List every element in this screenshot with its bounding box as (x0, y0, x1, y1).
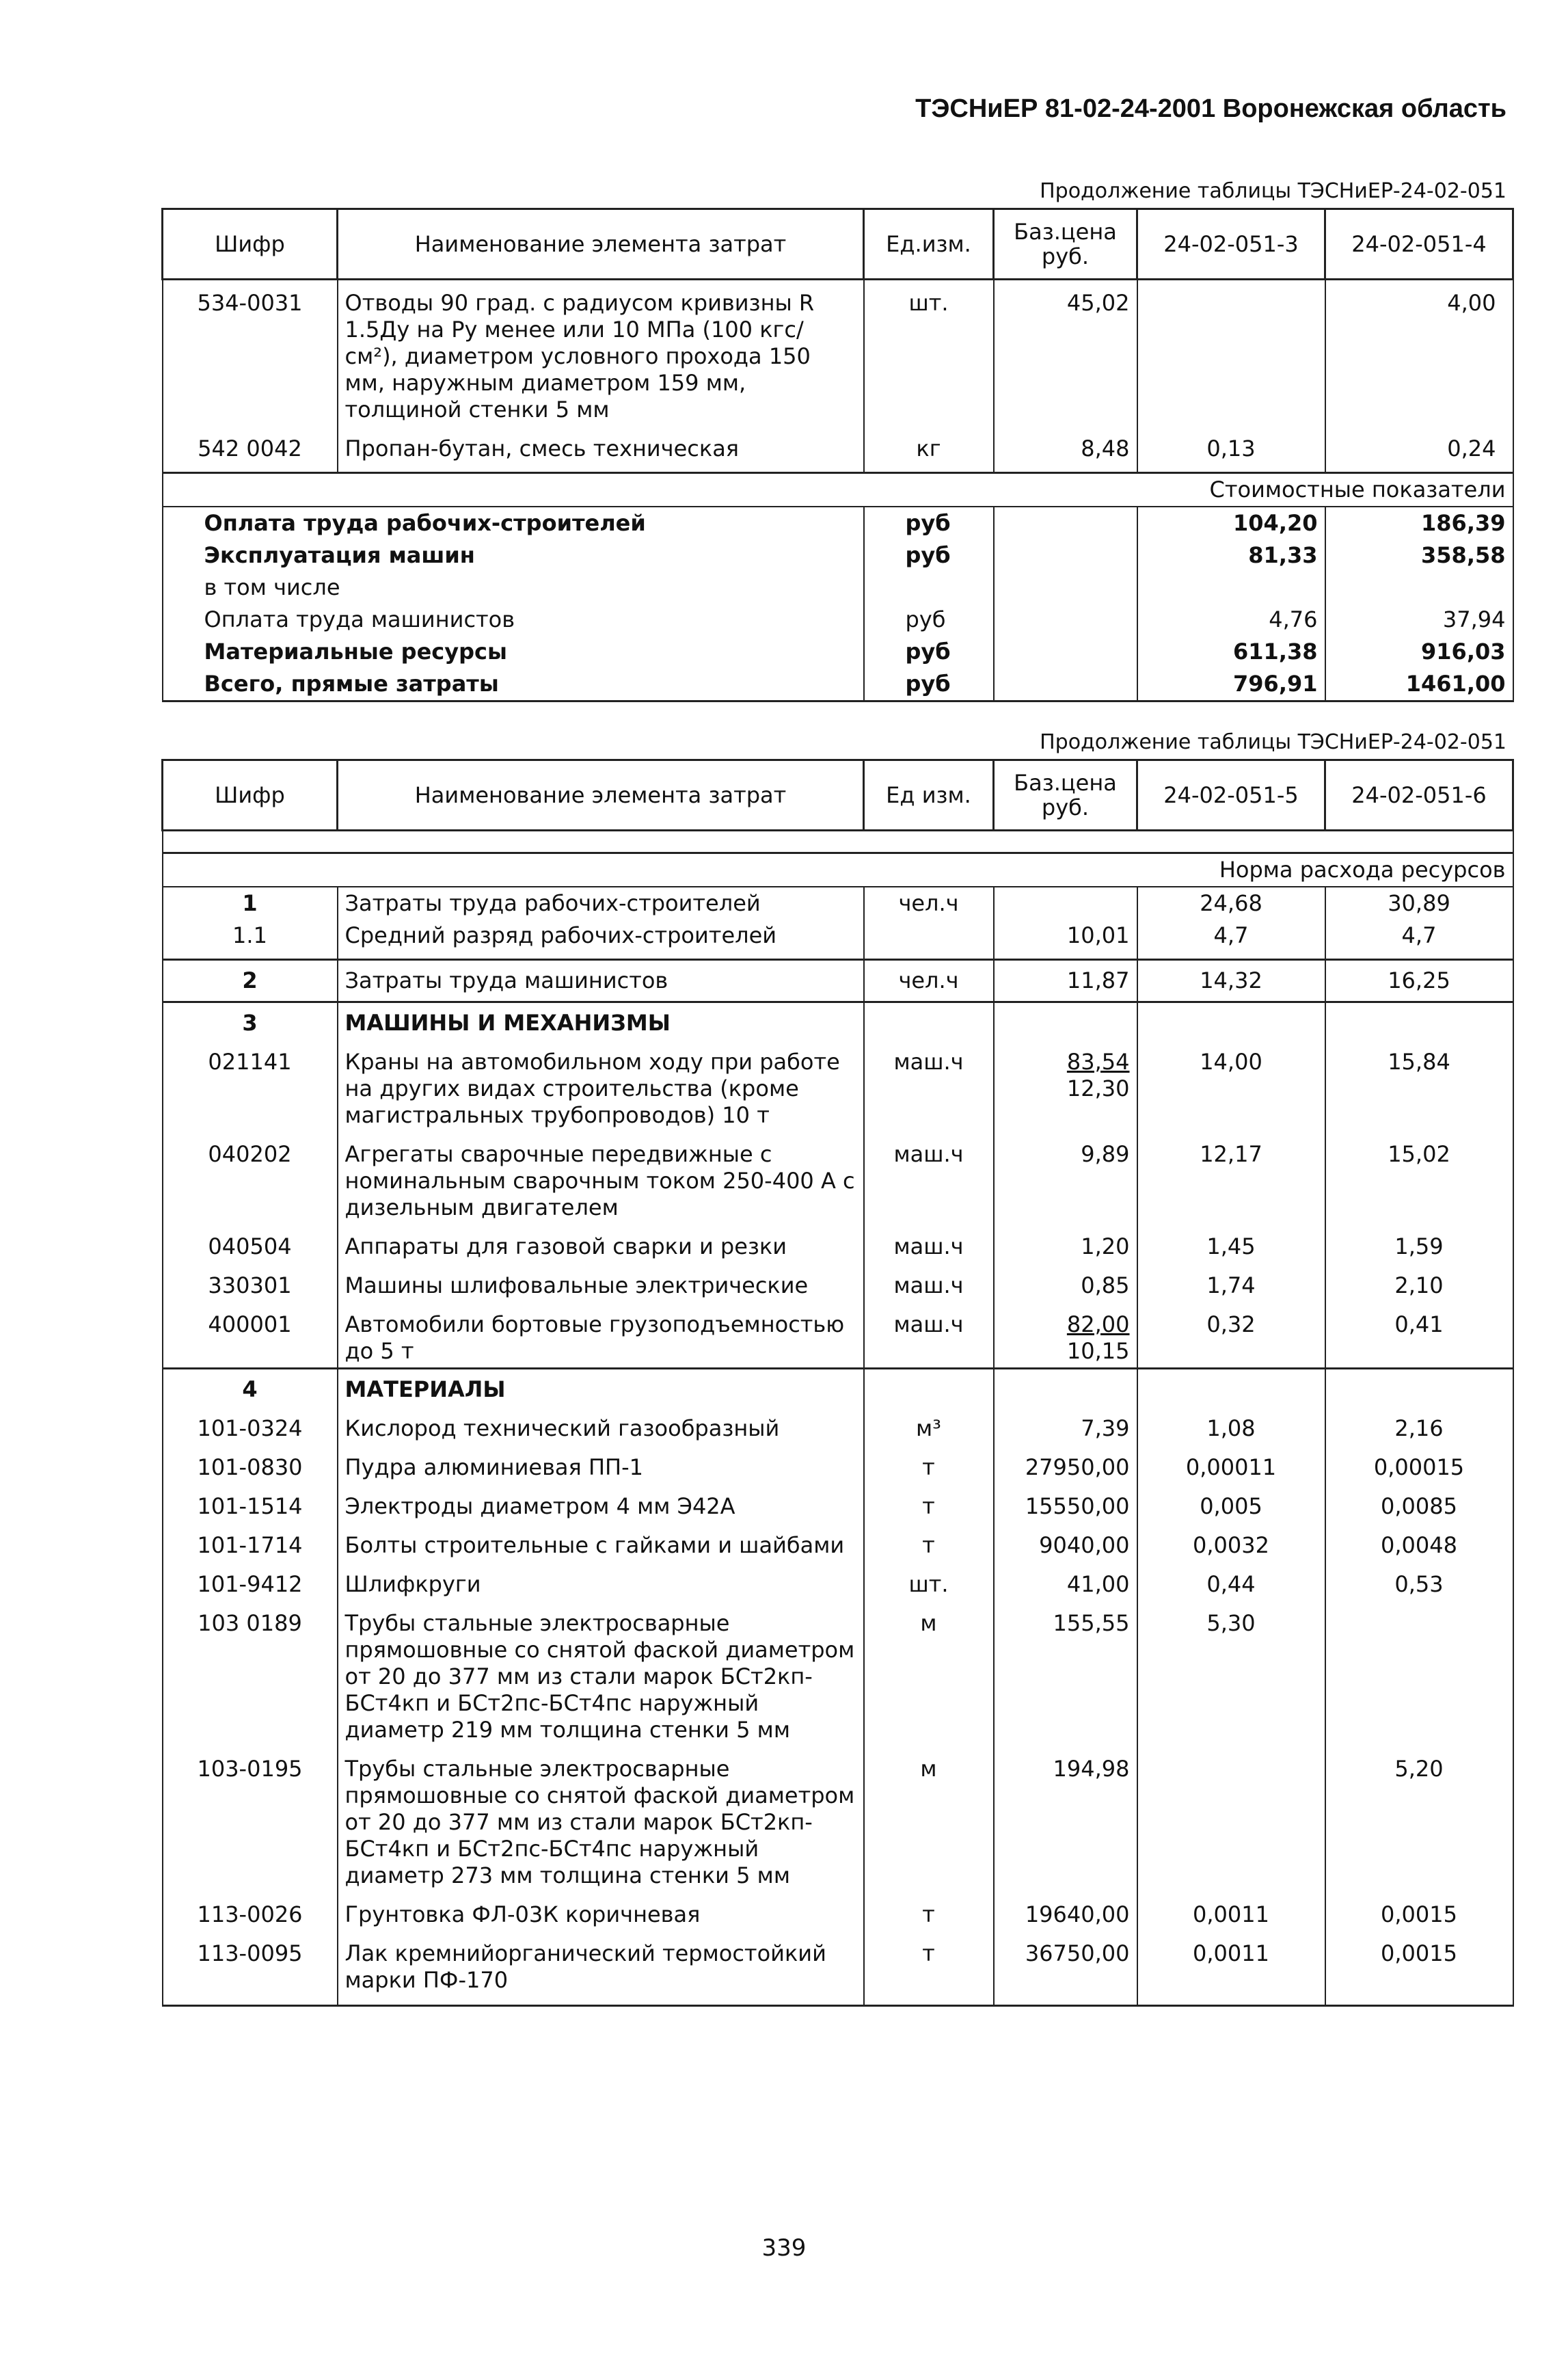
summary-value-2: 186,39 (1325, 507, 1513, 539)
cell-price (994, 1039, 1137, 1132)
cell-value-1: 0,44 (1137, 1562, 1325, 1601)
summary-value-2: 1461,00 (1325, 668, 1513, 701)
cell-name: Лак кремнийорганический термостойкий марки ПФ-170 (338, 1931, 864, 2006)
summary-value-1: 104,20 (1137, 507, 1325, 539)
cell-value-1: 1,45 (1137, 1224, 1325, 1263)
cell-value-2: 4,00 (1325, 280, 1513, 427)
cell-value-2: 15,02 (1325, 1132, 1513, 1224)
summary-value-2: 37,94 (1325, 604, 1513, 636)
cell-name: Краны на автомобильном ходу при работе на других видах строительства (кроме магистральных трубопроводов) 10 т (338, 1039, 864, 1132)
summary-row (163, 668, 1513, 701)
summary-unit: руб (864, 507, 994, 539)
cell-name: Грунтовка ФЛ-03К коричневая (338, 1892, 864, 1931)
cell-value-2: 2,16 (1325, 1406, 1513, 1445)
cell-name: Пудра алюминиевая ПП-1 (338, 1445, 864, 1484)
table-row (163, 1406, 1513, 1445)
cell-price (994, 887, 1137, 920)
summary-value-2: 916,03 (1325, 636, 1513, 668)
cell-name: Отводы 90 град. с радиусом кривизны R 1.5Ду на Ру менее или 10 МПа (100 кгс/см²), диаметром условного прохода 150 мм, наружным диаметром 159 мм, толщиной стенки 5 мм (338, 280, 864, 427)
summary-unit: руб (864, 604, 994, 636)
cell-value-1: 4,7 (1137, 920, 1325, 960)
cell-name: Кислород технический газообразный (338, 1406, 864, 1445)
summary-name: Материальные ресурсы (163, 636, 864, 668)
cell-name: Болты строительные с гайками и шайбами (338, 1523, 864, 1562)
summary-value-1: 81,33 (1137, 539, 1325, 572)
summary-price (994, 636, 1137, 668)
table-row (163, 280, 1513, 427)
cell-code: 103-0195 (163, 1746, 338, 1892)
summary-price (994, 539, 1137, 572)
cell-code: 101-9412 (163, 1562, 338, 1601)
cell-code: 400001 (163, 1302, 338, 1369)
summary-value-2 (1325, 572, 1513, 604)
table2-caption: Продолжение таблицы ТЭСНиЕР-24-02-051 (1040, 730, 1506, 754)
cell-price: 1,20 (994, 1224, 1137, 1263)
section-title: МАТЕРИАЛЫ (338, 1369, 864, 1406)
col-header-norm-6: 24-02-051-6 (1325, 760, 1513, 831)
cell-price: 9,89 (994, 1132, 1137, 1224)
summary-unit: руб (864, 668, 994, 701)
col-header-norm-4: 24-02-051-4 (1325, 209, 1513, 280)
cell-price: 194,98 (994, 1746, 1137, 1892)
cell-value-2: 15,84 (1325, 1039, 1513, 1132)
cell-name: Шлифкруги (338, 1562, 864, 1601)
cell-name: Пропан-бутан, смесь техническая (338, 426, 864, 473)
cell-value-2: 2,10 (1325, 1263, 1513, 1302)
cell-value-1 (1137, 280, 1325, 427)
cell-unit: маш.ч (864, 1263, 994, 1302)
cell-unit: маш.ч (864, 1302, 994, 1369)
col-header-name: Наименование элемента затрат (338, 760, 864, 831)
cell-unit: чел.ч (864, 887, 994, 920)
table1-caption: Продолжение таблицы ТЭСНиЕР-24-02-051 (1040, 179, 1506, 203)
cell-code: 101-1714 (163, 1523, 338, 1562)
col-header-price: Баз.цена руб. (994, 209, 1137, 280)
table-row (163, 1484, 1513, 1523)
cell-name: Агрегаты сварочные передвижные с номинальным сварочным током 250-400 А с дизельным двигателем (338, 1132, 864, 1224)
col-header-name: Наименование элемента затрат (338, 209, 864, 280)
summary-value-2: 358,58 (1325, 539, 1513, 572)
cell-value-2: 0,0015 (1325, 1892, 1513, 1931)
cell-unit: маш.ч (864, 1224, 994, 1263)
cell-value-2: 16,25 (1325, 960, 1513, 1002)
table-row (163, 1445, 1513, 1484)
cell-name: Аппараты для газовой сварки и резки (338, 1224, 864, 1263)
col-header-norm-5: 24-02-051-5 (1137, 760, 1325, 831)
cell-price: 8,48 (994, 426, 1137, 473)
band-label: Стоимостные показатели (163, 473, 1513, 507)
col-header-norm-3: 24-02-051-3 (1137, 209, 1325, 280)
cell-value-2: 0,00015 (1325, 1445, 1513, 1484)
cell-unit: т (864, 1445, 994, 1484)
price-underlined: 83,54 (1066, 1049, 1130, 1075)
cell-value-1: 24,68 (1137, 887, 1325, 920)
summary-unit: руб (864, 636, 994, 668)
cell-value-1: 5,30 (1137, 1601, 1325, 1746)
cell-unit: кг (864, 426, 994, 473)
cell-name: Затраты труда рабочих-строителей (338, 887, 864, 920)
cell-name: Автомобили бортовые грузоподъемностью до 5 т (338, 1302, 864, 1369)
cell-value-2: 0,0048 (1325, 1523, 1513, 1562)
cell-price: 36750,00 (994, 1931, 1137, 2006)
table-row (163, 1523, 1513, 1562)
cell-code: 113-0026 (163, 1892, 338, 1931)
table-row (163, 1892, 1513, 1931)
cell-code: 1 (163, 887, 338, 920)
cell-unit: т (864, 1892, 994, 1931)
cell-code: 021141 (163, 1039, 338, 1132)
cell-value-1: 0,32 (1137, 1302, 1325, 1369)
cell-value-1: 0,00011 (1137, 1445, 1325, 1484)
summary-row (163, 572, 1513, 604)
cell-value-2: 0,0015 (1325, 1931, 1513, 2006)
cell-value-1: 0,13 (1137, 426, 1325, 473)
col-header-code: Шифр (163, 760, 338, 831)
cell-value-2: 4,7 (1325, 920, 1513, 960)
table-row (163, 960, 1513, 1002)
section-header-row (163, 1369, 1513, 1406)
cell-value-1: 1,74 (1137, 1263, 1325, 1302)
cell-code: 113-0095 (163, 1931, 338, 2006)
cell-name: Трубы стальные электросварные прямошовные со снятой фаской диаметром от 20 до 377 мм из стали марок БСт2кп-БСт4кп и БСт2пс-БСт4пс наружный диаметр 273 мм толщина стенки 5 мм (338, 1746, 864, 1892)
summary-unit (864, 572, 994, 604)
col-header-price: Баз.цена руб. (994, 760, 1137, 831)
cell-code: 534-0031 (163, 280, 338, 427)
cell-unit: т (864, 1931, 994, 2006)
cell-value-1: 1,08 (1137, 1406, 1325, 1445)
summary-name: Эксплуатация машин (163, 539, 864, 572)
cell-unit: м (864, 1746, 994, 1892)
cell-name: Затраты труда машинистов (338, 960, 864, 1002)
cell-code: 040504 (163, 1224, 338, 1263)
cell-unit: маш.ч (864, 1039, 994, 1132)
cell-code: 1.1 (163, 920, 338, 960)
section-title: МАШИНЫ И МЕХАНИЗМЫ (338, 1002, 864, 1040)
cell-price: 11,87 (994, 960, 1137, 1002)
cell-price: 9040,00 (994, 1523, 1137, 1562)
summary-value-1: 796,91 (1137, 668, 1325, 701)
col-header-unit: Ед.изм. (864, 209, 994, 280)
cell-name: Электроды диаметром 4 мм Э42А (338, 1484, 864, 1523)
cell-code: 4 (163, 1369, 338, 1406)
cell-price: 0,85 (994, 1263, 1137, 1302)
cell-price: 15550,00 (994, 1484, 1137, 1523)
cell-value-1: 14,00 (1137, 1039, 1325, 1132)
cell-price: 27950,00 (994, 1445, 1137, 1484)
cell-unit: м³ (864, 1406, 994, 1445)
summary-value-1 (1137, 572, 1325, 604)
price-underlined: 82,00 (1066, 1311, 1130, 1337)
cell-code: 101-0830 (163, 1445, 338, 1484)
cell-unit: шт. (864, 1562, 994, 1601)
cell-price (994, 1302, 1137, 1369)
col-header-unit: Ед изм. (864, 760, 994, 831)
cell-unit: чел.ч (864, 960, 994, 1002)
price-secondary: 12,30 (1066, 1075, 1130, 1101)
summary-name: Оплата труда машинистов (163, 604, 864, 636)
cell-value-2: 0,53 (1325, 1562, 1513, 1601)
cell-code: 103 0189 (163, 1601, 338, 1746)
cell-code: 330301 (163, 1263, 338, 1302)
section-header-row (163, 1002, 1513, 1040)
page-number: 339 (761, 2234, 807, 2262)
cell-code: 040202 (163, 1132, 338, 1224)
cell-unit: т (864, 1484, 994, 1523)
cell-price: 10,01 (994, 920, 1137, 960)
cell-price: 19640,00 (994, 1892, 1137, 1931)
cell-price: 45,02 (994, 280, 1137, 427)
cell-value-2: 1,59 (1325, 1224, 1513, 1263)
summary-unit: руб (864, 539, 994, 572)
cell-price: 41,00 (994, 1562, 1137, 1601)
table-row (163, 1302, 1513, 1369)
cell-value-1: 0,0032 (1137, 1523, 1325, 1562)
cell-value-2: 0,24 (1325, 426, 1513, 473)
summary-row (163, 539, 1513, 572)
summary-value-1: 4,76 (1137, 604, 1325, 636)
cell-code: 2 (163, 960, 338, 1002)
band-row (163, 853, 1513, 887)
table-row (163, 1562, 1513, 1601)
cell-value-1: 12,17 (1137, 1132, 1325, 1224)
cell-code: 542 0042 (163, 426, 338, 473)
summary-value-1: 611,38 (1137, 636, 1325, 668)
cell-value-2 (1325, 1601, 1513, 1746)
cell-unit: маш.ч (864, 1132, 994, 1224)
cell-code: 101-0324 (163, 1406, 338, 1445)
summary-price (994, 572, 1137, 604)
price-secondary: 10,15 (1066, 1338, 1130, 1364)
table-row (163, 1746, 1513, 1892)
cell-value-1: 0,005 (1137, 1484, 1325, 1523)
cell-value-1 (1137, 1746, 1325, 1892)
cell-code: 3 (163, 1002, 338, 1040)
summary-price (994, 668, 1137, 701)
spacer-row (163, 831, 1513, 853)
col-header-code: Шифр (163, 209, 338, 280)
cell-value-2: 0,41 (1325, 1302, 1513, 1369)
cell-value-2: 0,0085 (1325, 1484, 1513, 1523)
cell-unit (864, 920, 994, 960)
table-row (163, 1224, 1513, 1263)
cost-table-2 (161, 759, 1514, 2007)
band-label: Норма расхода ресурсов (163, 853, 1513, 887)
summary-price (994, 507, 1137, 539)
document-title: ТЭСНиЕР 81-02-24-2001 Воронежская область (915, 94, 1506, 123)
cell-unit: м (864, 1601, 994, 1746)
cell-name: Трубы стальные электросварные прямошовные со снятой фаской диаметром от 20 до 377 мм из стали марок БСт2кп-БСт4кп и БСт2пс-БСт4пс наружный диаметр 219 мм толщина стенки 5 мм (338, 1601, 864, 1746)
cell-code: 101-1514 (163, 1484, 338, 1523)
cell-unit: шт. (864, 280, 994, 427)
table-row (163, 1132, 1513, 1224)
table-row (163, 1601, 1513, 1746)
summary-name: Всего, прямые затраты (163, 668, 864, 701)
summary-row (163, 636, 1513, 668)
cell-value-2: 30,89 (1325, 887, 1513, 920)
cell-value-1: 0,0011 (1137, 1892, 1325, 1931)
summary-row (163, 507, 1513, 539)
summary-name: Оплата труда рабочих-строителей (163, 507, 864, 539)
table2-header-row (163, 760, 1513, 831)
cell-unit: т (864, 1523, 994, 1562)
summary-price (994, 604, 1137, 636)
summary-row (163, 604, 1513, 636)
cell-value-1: 14,32 (1137, 960, 1325, 1002)
table-row (163, 920, 1513, 960)
cell-name: Средний разряд рабочих-строителей (338, 920, 864, 960)
cell-value-2: 5,20 (1325, 1746, 1513, 1892)
table1-header-row (163, 209, 1513, 280)
cell-value-1: 0,0011 (1137, 1931, 1325, 2006)
cell-name: Машины шлифовальные электрические (338, 1263, 864, 1302)
table-row (163, 1263, 1513, 1302)
cell-price: 7,39 (994, 1406, 1137, 1445)
table-row (163, 1931, 1513, 2006)
table-row (163, 887, 1513, 920)
table-row (163, 426, 1513, 473)
table-row (163, 1039, 1513, 1132)
cell-price: 155,55 (994, 1601, 1137, 1746)
cost-table-1 (161, 208, 1514, 702)
summary-name: в том числе (163, 572, 864, 604)
band-row (163, 473, 1513, 507)
